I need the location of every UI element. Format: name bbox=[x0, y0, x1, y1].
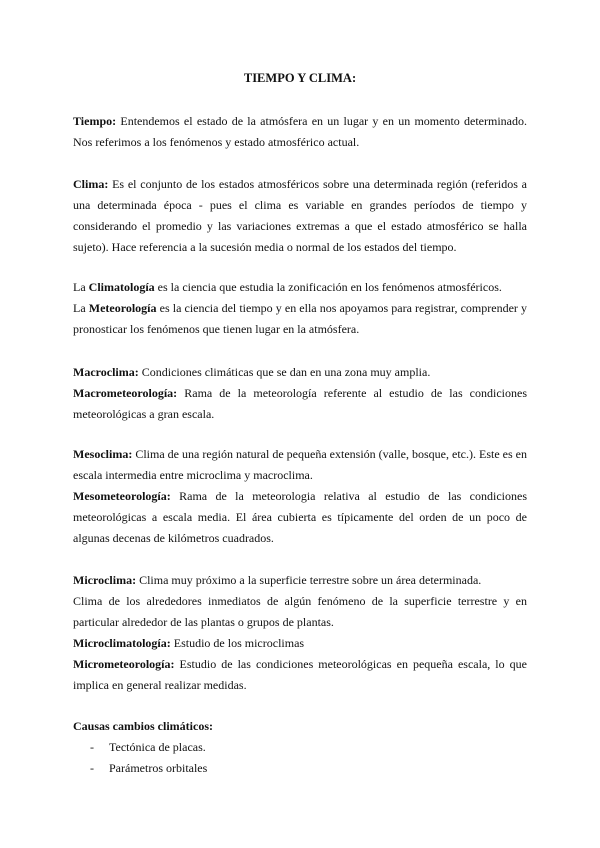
clima-text: Es el conjunto de los estados atmosféricos sobre una determinada región (referidos a una determinada época - pues el clima es variable en grandes períodos de tiempo y considerando el promedio y las variaciones extremas a que el estado atmosférico se halla sujeto). Hace referencia a la sucesión media o normal de los estados del tiempo. bbox=[73, 177, 527, 254]
climatologia-text: es la ciencia que estudia la zonificación en los fenómenos atmosféricos. bbox=[154, 280, 502, 294]
microclimatologia-term: Microclimatología: bbox=[73, 636, 171, 650]
macrometeorologia-text: Rama de la meteorología referente al estudio de las condiciones meteorológicas a gran escala. bbox=[73, 386, 527, 421]
micrometeorologia-term: Micrometeorología: bbox=[73, 657, 175, 671]
list-item-text: Parámetros orbitales bbox=[109, 761, 208, 775]
macro-definitions bbox=[73, 362, 527, 425]
micro-definitions bbox=[73, 570, 527, 696]
bullet-dash: - bbox=[90, 761, 94, 775]
climatologia-term: Climatología bbox=[88, 280, 155, 294]
causas-section bbox=[73, 716, 527, 779]
clima-term: Clima: bbox=[73, 177, 109, 191]
meteorologia-pre: La bbox=[73, 301, 89, 315]
microclima-text: Clima muy próximo a la superficie terrestre sobre un área determinada. bbox=[136, 573, 482, 587]
microclima-term: Microclima: bbox=[73, 573, 137, 587]
microclima-extra: Clima de los alrededores inmediatos de algún fenómeno de la superficie terrestre y en particular alrededor de las plantas o grupos de plantas. bbox=[73, 594, 527, 629]
meteorologia-text: es la ciencia del tiempo y en ella nos apoyamos para registrar, comprender y pronosticar los fenómenos que tienen lugar en la atmósfera. bbox=[73, 301, 528, 336]
mesometeorologia-term: Mesometeorología: bbox=[73, 489, 171, 503]
ciencias-paragraph bbox=[73, 277, 527, 340]
mesoclima-text: Clima de una región natural de pequeña extensión (valle, bosque, etc.). Este es en escala intermedia entre microclima y macroclima. bbox=[73, 447, 527, 482]
tiempo-text: Entendemos el estado de la atmósfera en un lugar y en un momento determinado. Nos referimos a los fenómenos y estado atmosférico actual. bbox=[73, 114, 527, 149]
causas-heading: Causas cambios climáticos: bbox=[73, 719, 213, 733]
list-item bbox=[73, 758, 527, 779]
tiempo-term: Tiempo: bbox=[73, 114, 117, 128]
mesometeorologia-text: Rama de la meteorologia relativa al estudio de las condiciones meteorológicas a escala media. El área cubierta es típicamente del orden de un poco de algunas decenas de kilómetros cuadrados. bbox=[73, 489, 527, 545]
meteorologia-term: Meteorología bbox=[88, 301, 157, 315]
list-item-text: Tectónica de placas. bbox=[109, 740, 206, 754]
macroclima-term: Macroclima: bbox=[73, 365, 139, 379]
meso-definitions bbox=[73, 444, 527, 549]
causas-list bbox=[73, 737, 527, 779]
tiempo-definition bbox=[73, 111, 527, 153]
climatologia-pre: La bbox=[73, 280, 89, 294]
microclimatologia-text: Estudio de los microclimas bbox=[170, 636, 305, 650]
bullet-dash: - bbox=[90, 740, 94, 754]
macroclima-text: Condiciones climáticas que se dan en una zona muy amplia. bbox=[138, 365, 431, 379]
clima-definition bbox=[73, 174, 527, 258]
list-item bbox=[73, 737, 527, 758]
macrometeorologia-term: Macrometeorología: bbox=[73, 386, 178, 400]
mesoclima-term: Mesoclima: bbox=[73, 447, 133, 461]
micrometeorologia-text: Estudio de las condiciones meteorológicas en pequeña escala, lo que implica en general realizar medidas. bbox=[73, 657, 527, 692]
page-title: TIEMPO Y CLIMA: bbox=[243, 71, 357, 85]
